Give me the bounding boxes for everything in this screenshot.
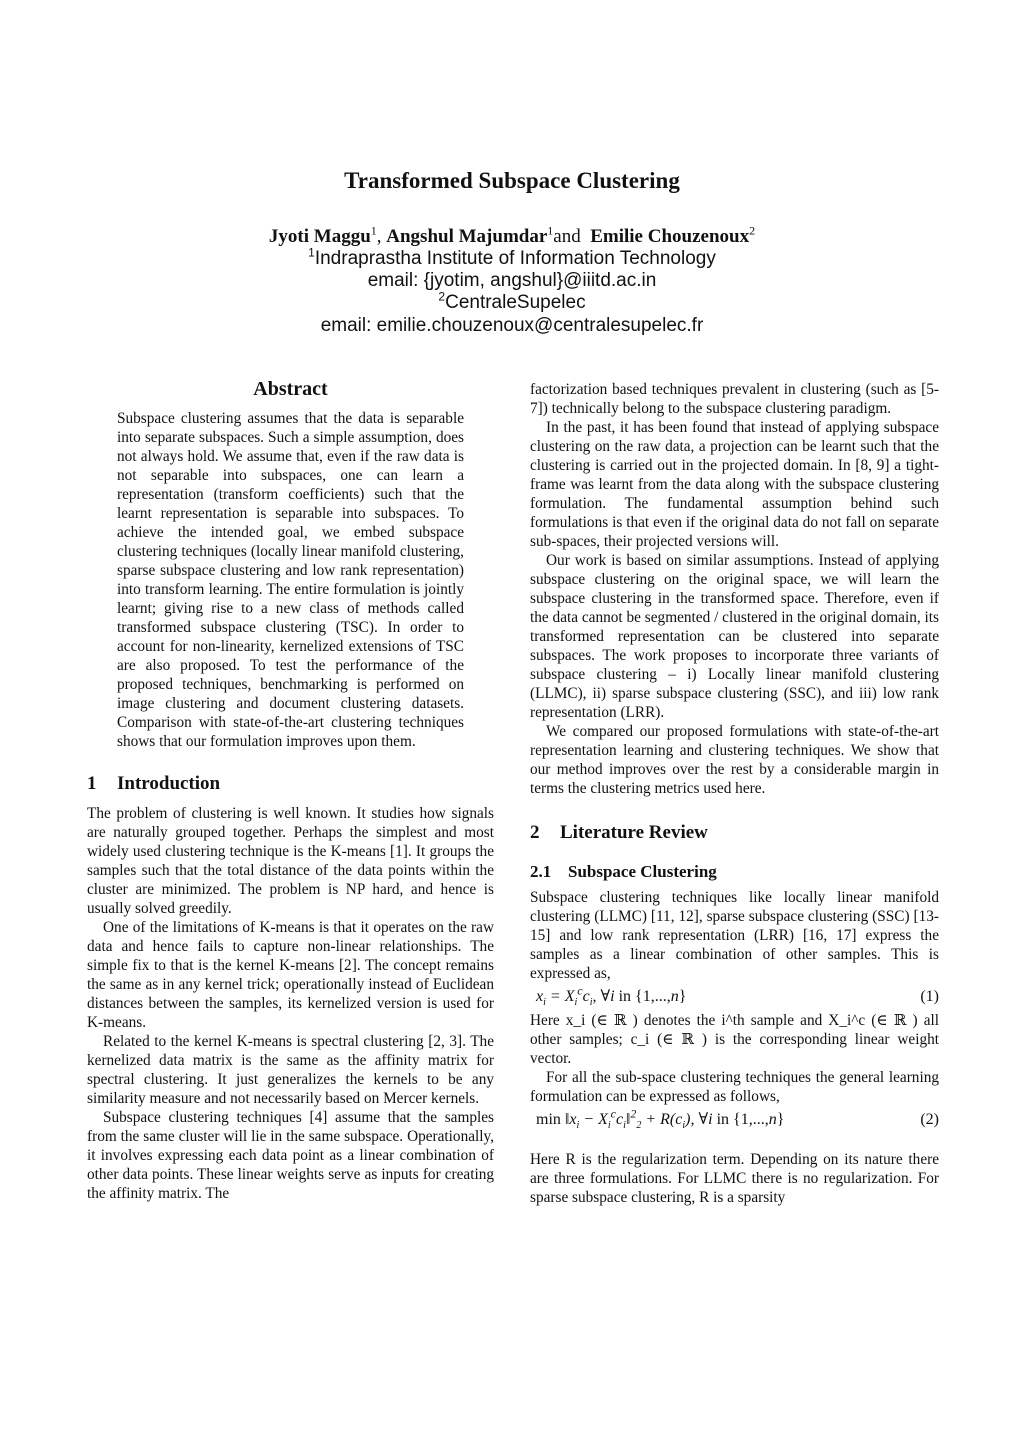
paragraph: Subspace clustering techniques like locally linear manifold clustering (LLMC) [11, 12], sparse subspace clustering (SSC) [13-15] and low rank representation (LRR) [16, 17] express the samples as a linear combination of other samples. This is expressed as,: [530, 889, 939, 982]
paragraph: For all the sub-space clustering techniques the general learning formulation can be expressed as follows,: [530, 1069, 939, 1105]
equation-2: [530, 1108, 939, 1148]
paragraph: factorization based techniques prevalent in clustering (such as [5-7]) technically belong to the subspace clustering paradigm.: [530, 381, 939, 417]
author-name: Emilie Chouzenoux: [590, 226, 750, 247]
affiliation-email: email: emilie.chouzenoux@centralesupelec.fr: [320, 315, 704, 336]
paragraph: Our work is based on similar assumptions. Instead of applying subspace clustering on the original space, we will learn the subspace clustering in the transformed space. Therefore, even if the data cannot be segmented / clustered in the original domain, its transformed representation can be clustered into separate subspaces. The work proposes to incorporate three variants of subspace clustering – i) Locally linear manifold clustering (LLMC), ii) sparse subspace clustering (SSC), and iii) low rank representation (LRR).: [530, 552, 939, 721]
paragraph: Subspace clustering techniques [4] assume that the samples from the same cluster will lie in the same subspace. Operationally, it involves expressing each data point as a linear combination of other data points. These linear weights serve as inputs for creating the affinity matrix. The: [87, 1109, 494, 1202]
abstract-heading: Abstract: [253, 378, 328, 400]
paragraph: Here R is the regularization term. Depending on its nature there are three formulations. For LLMC there is no regularization. For sparse subspace clustering, R is a sparsity: [530, 1151, 939, 1206]
author-name: Jyoti Maggu: [268, 226, 371, 247]
paragraph: One of the limitations of K-means is that it operates on the raw data and hence fails to capture non-linear relationships. The simple fix to that is the kernel K-means [2]. The concept remains the same as in any kernel trick; operationally instead of Euclidean distances between the samples, its kernelized version is used for K-means.: [87, 919, 494, 1031]
affiliation-email: email: {jyotim, angshul}@iiitd.ac.in: [367, 270, 657, 291]
affiliation-line: $^1$Indraprastha Institute of Information Technology: [308, 245, 716, 269]
author-name: Angshul Majumdar: [386, 226, 548, 247]
abstract-text: Subspace clustering assumes that the data is separable into separate subspaces. Such a simple assumption, does not always hold. We assume that, even if the raw data is not separable into subspaces, one can learn a representation (transform coefficients) such that the learnt representation is separable into subspaces. To achieve the intended goal, we embed subspace clustering techniques (locally linear manifold clustering, sparse subspace clustering and low rank representation) into transform learning. The entire formulation is jointly learnt; giving rise to a new class of methods called transformed subspace clustering (TSC). In order to account for non-linearity, kernelized extensions of TSC are also proposed. To test the performance of the proposed techniques, benchmarking is performed on image clustering and document clustering datasets. Comparison with state-of-the-art clustering techniques shows that our formulation improves upon them.: [117, 410, 464, 750]
paragraph: In the past, it has been found that instead of applying subspace clustering on the raw data, a projection can be learnt such that the clustering is carried out in the projected domain. In [8, 9] a tight-frame was learnt from the data along with the subspace clustering formulation. The fundamental assumption behind such formulations is that even if the original data do not fall on separate sub-spaces, their projected versions will.: [530, 419, 939, 550]
equation-1-number: (1): [920, 988, 939, 1005]
equation-1: [530, 985, 939, 1009]
paragraph: Here x_i (∈ ℝ ) denotes the i^th sample and X_i^c (∈ ℝ ) all other samples; c_i (∈ ℝ ) is the corresponding linear weight vector.: [530, 1012, 939, 1067]
subsection-heading: 2.1 Subspace Clustering: [530, 862, 717, 881]
section-heading-literature-review: 2 Literature Review: [530, 822, 708, 843]
affiliation-line: $^2$CentraleSupelec: [438, 289, 586, 313]
section-heading-introduction: 1 Introduction: [87, 773, 221, 794]
right-column: [530, 380, 939, 1207]
paper-title: Transformed Subspace Clustering: [344, 168, 680, 193]
author-line: Jyoti Maggu$^1$, Angshul Majumdar$^1$and Emilie Chouzenoux$^2$: [268, 223, 756, 247]
equation-2-body: $\min ‖x_i$ − $X_i^cc_i‖^2_2 + R(c_i)$, ∀i in {1,...,n}: [536, 1106, 785, 1131]
equation-2-number: (2): [920, 1111, 939, 1128]
equation-1-body: $x_i = X_i^cc_i$, ∀i in {1,...,n}: [536, 983, 687, 1008]
paragraph: Related to the kernel K-means is spectral clustering [2, 3]. The kernelized data matrix is the same as the affinity matrix for spectral clustering. It just generalizes the kernels to be any similarity measure and not necessarily based on Mercer kernels.: [87, 1033, 494, 1107]
left-column: [87, 378, 494, 1203]
paragraph: We compared our proposed formulations with state-of-the-art representation learning and clustering techniques. We show that our method improves over the rest by a considerable margin in terms the clustering metrics used here.: [530, 723, 939, 797]
paragraph: The problem of clustering is well known. It studies how signals are naturally grouped together. Perhaps the simplest and most widely used clustering technique is the K-means [1]. It groups the samples such that the total distance of the data points within the cluster are minimized. The problem is NP hard, and hence is usually solved greedily.: [87, 805, 494, 917]
